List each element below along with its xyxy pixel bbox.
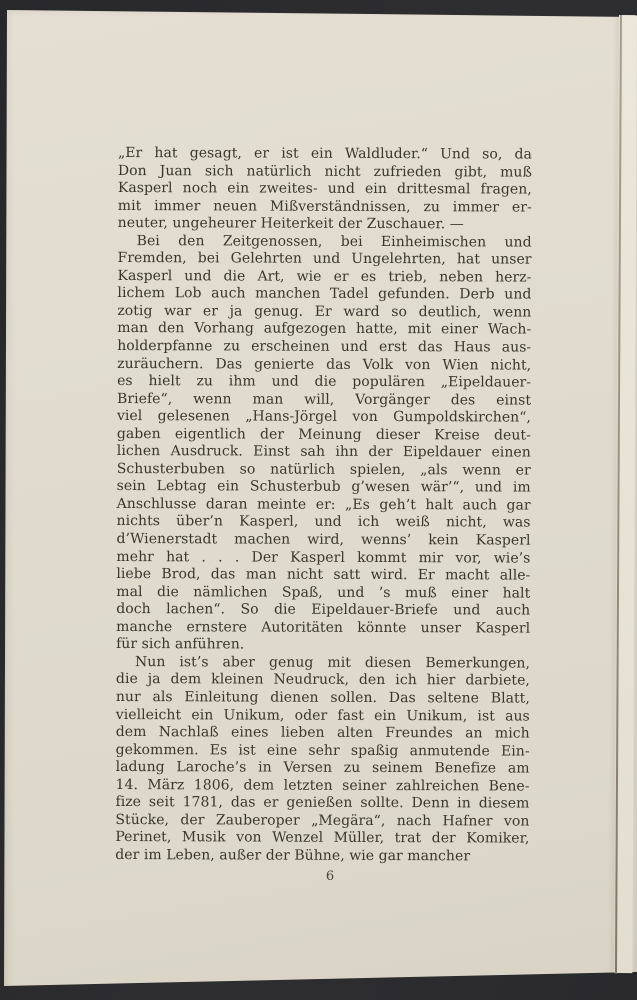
page-number: 6 xyxy=(325,869,335,884)
text-line: zuräuchern. Das genierte das Volk von Wien nicht, xyxy=(117,355,532,374)
text-line: dem Nachlaß eines lieben alten Freundes an mich xyxy=(115,724,530,742)
text-line: Anschlusse daran meinte er: „Es geh’t halt auch gar xyxy=(116,495,531,514)
text-line: man den Vorhang aufgezogen hatte, mit einer Wach- xyxy=(117,320,532,339)
text-line: Schusterbuben so natürlich spielen, „als wenn er xyxy=(116,460,531,479)
text-line: Bei den Zeitgenossen, bei Einheimischen und xyxy=(136,232,532,251)
text-line: Don Juan sich natürlich nicht zufrieden gibt, muß xyxy=(117,162,532,181)
text-line: es hielt zu ihm und die populären „Eipeldauer- xyxy=(117,373,532,391)
text-line: gekommen. Es ist eine sehr spaßig anmutende Ein- xyxy=(115,741,530,760)
text-line: mehr hat . . . Der Kasperl kommt mir vor, wie’s xyxy=(116,548,531,567)
text-line: Kasperl noch ein zweites- und ein drittesmal fragen, xyxy=(117,180,532,198)
text-line: zotig war er ja genug. Er ward so deutlich, wenn xyxy=(117,302,532,321)
text-line: ladung Laroche’s in Versen zu seinem Benefize am xyxy=(115,759,530,777)
text-line: holderpfanne zu erscheinen und erst das Haus aus- xyxy=(117,338,532,356)
text-line: Stücke, der Zauberoper „Megära“, nach Hafner von xyxy=(115,811,530,830)
text-line: mit immer neuen Mißverständnissen, zu immer er- xyxy=(117,197,532,216)
text-line: d’Wienerstadt machen wird, wenns’ kein Kasperl xyxy=(116,531,531,549)
text-line: „Er hat gesagt, er ist ein Waldluder.“ Und so, da xyxy=(117,145,532,163)
text-line: nichts über’n Kasperl, und ich weiß nicht, was xyxy=(116,513,531,532)
text-line: liebe Brod, das man nicht satt wird. Er macht alle- xyxy=(116,566,531,584)
text-line: Nun ist’s aber genug mit diesen Bemerkungen, xyxy=(134,653,531,672)
paragraph xyxy=(118,145,532,234)
text-line: Fremden, bei Gelehrten und Ungelehrten, hat unser xyxy=(117,250,532,268)
text-line: sein Lebtag ein Schusterbub g’wesen wär’“, und im xyxy=(116,478,531,496)
text-line: 14. März 1806, dem letzten seiner zahlreichen Bene- xyxy=(115,776,530,795)
text-line: nur als Einleitung dienen sollen. Das seltene Blatt, xyxy=(115,688,530,707)
text-line: für sich anführen. xyxy=(116,636,245,653)
text-line: fize seit 1781, das er genießen sollte. Denn in diesem xyxy=(115,794,530,812)
text-line: die ja dem kleinen Neudruck, den ich hier darbiete, xyxy=(115,671,530,689)
paragraph xyxy=(116,233,532,656)
text-line: Perinet, Musik von Wenzel Müller, trat der Komiker, xyxy=(115,829,530,847)
paragraph xyxy=(115,654,530,866)
text-line: doch lachen“. So die Eipeldauer-Briefe und auch xyxy=(116,601,531,619)
text-line: manche ernstere Autoritäten könnte unser Kasperl xyxy=(116,618,531,637)
text-block xyxy=(115,145,532,866)
text-line: lichen Ausdruck. Einst sah ihn der Eipeldauer einen xyxy=(116,443,531,461)
text-line: vielleicht ein Unikum, oder fast ein Unikum, ist aus xyxy=(115,706,530,725)
text-line: gaben eigentlich der Meinung dieser Kreise deut- xyxy=(116,425,531,444)
text-line: lichem Lob auch manchen Tadel gefunden. Derb und xyxy=(117,285,532,303)
text-line: mal die nämlichen Spaß, und ’s muß einer halt xyxy=(116,583,531,602)
text-line: viel gelesenen „Hans-Jörgel von Gumpoldskirchen“, xyxy=(116,408,531,426)
text-line: Kasperl und die Art, wie er es trieb, neben herz- xyxy=(117,267,532,286)
text-line: der im Leben, außer der Bühne, wie gar mancher xyxy=(115,846,471,865)
text-line: neuter, ungeheurer Heiterkeit der Zuschauer. — xyxy=(117,215,464,233)
text-line: Briefe“, wenn man will, Vorgänger des einst xyxy=(116,390,532,409)
